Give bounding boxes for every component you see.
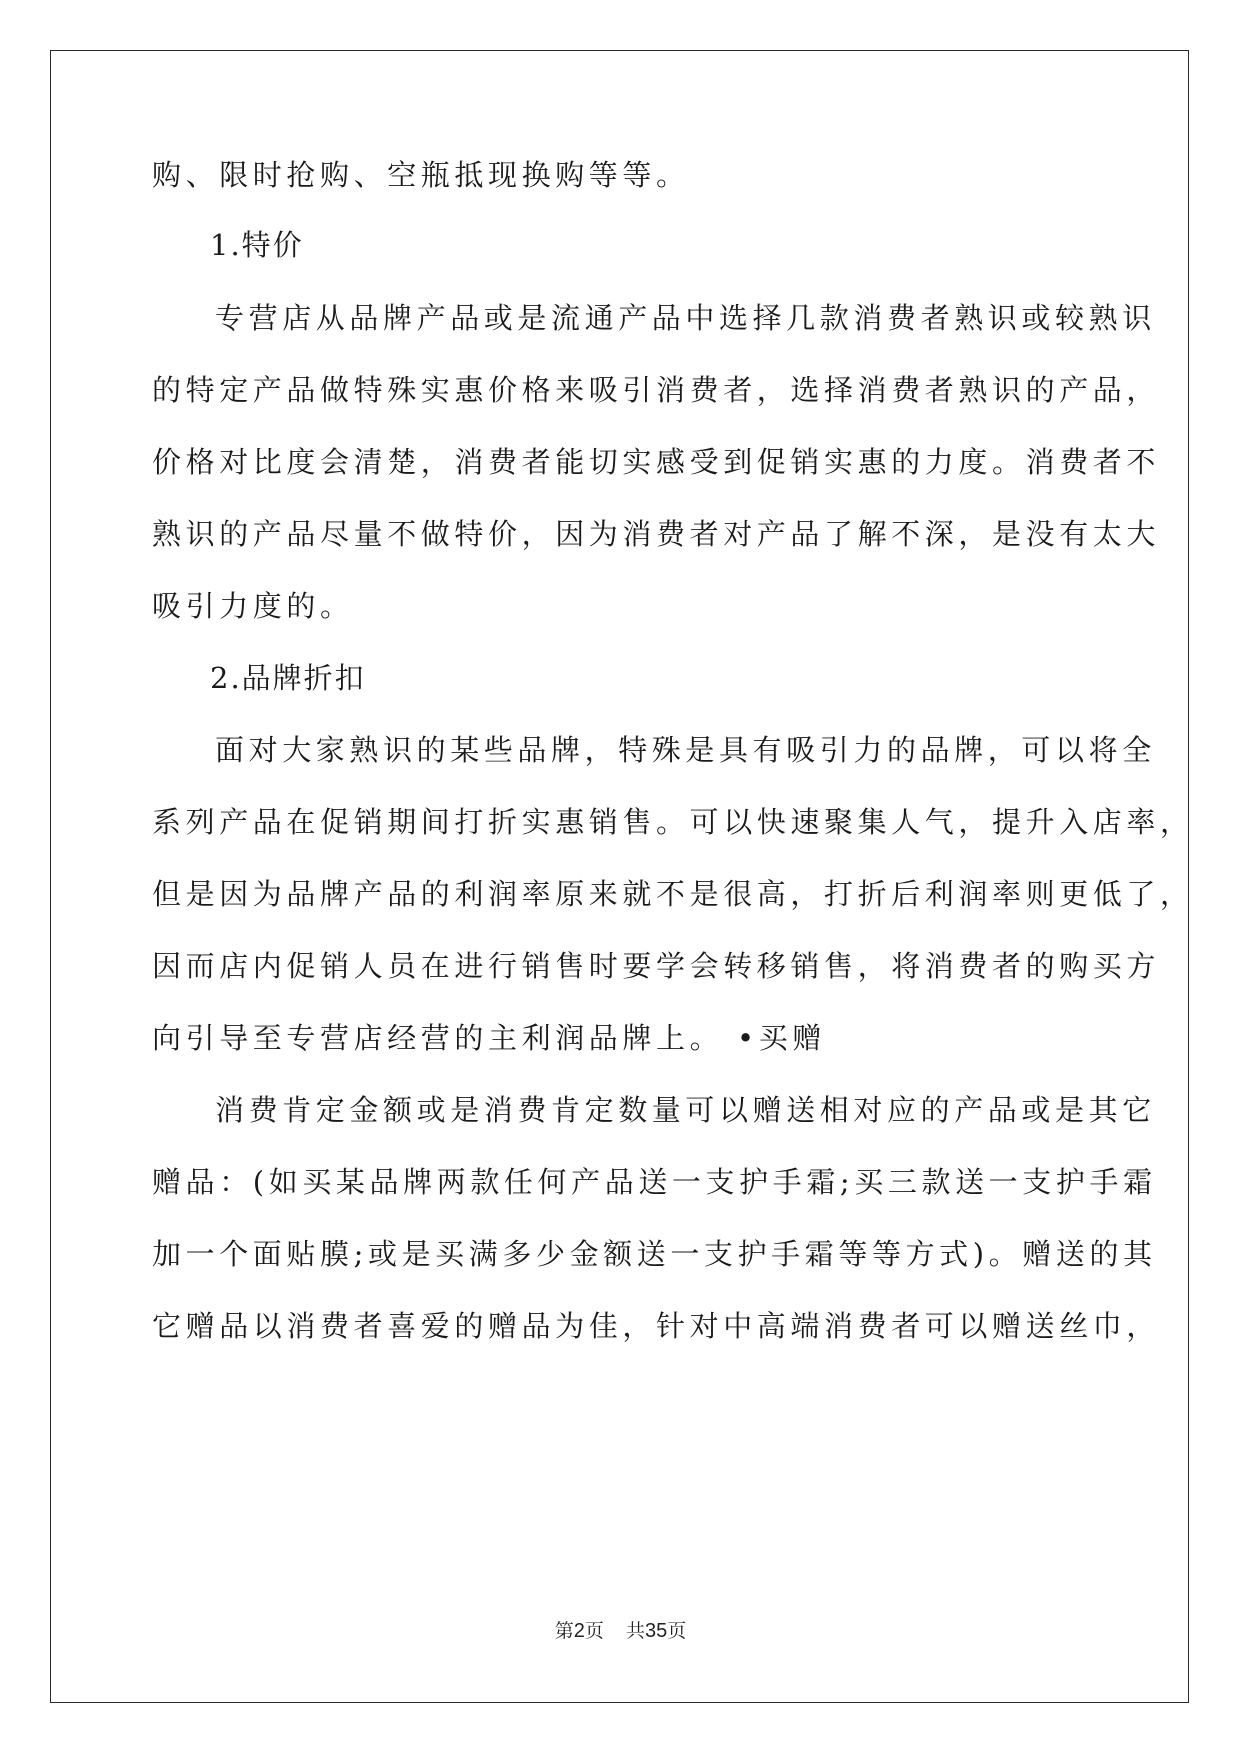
paragraph-line: 赠品：(如买某品牌两款任何产品送一支护手霜;买三款送一支护手霜 <box>152 1165 1157 1199</box>
paragraph-line: 但是因为品牌产品的利润率原来就不是很高，打折后利润率则更低了， <box>152 877 1194 911</box>
paragraph-line-with-bullet-heading: 向引导至专营店经营的主利润品牌上。 •买赠 <box>152 1021 826 1055</box>
current-page-number: 2 <box>573 1620 585 1642</box>
section-heading-brand-discount: 2.品牌折扣 <box>210 661 366 695</box>
paragraph-line: 熟识的产品尽量不做特价，因为消费者对产品了解不深，是没有太大 <box>152 517 1161 551</box>
page-number-suffix: 页 <box>584 1620 604 1642</box>
paragraph-line: 面对大家熟识的某些品牌，特殊是具有吸引力的品牌，可以将全 <box>215 733 1156 767</box>
paragraph-line: 价格对比度会清楚，消费者能切实感受到促销实惠的力度。消费者不 <box>152 445 1161 479</box>
paragraph-line: 的特定产品做特殊实惠价格来吸引消费者，选择消费者熟识的产品， <box>152 373 1161 407</box>
section-heading-special-price: 1.特价 <box>210 228 304 262</box>
paragraph-line: 消费肯定金额或是消费肯定数量可以赠送相对应的产品或是其它 <box>215 1093 1156 1127</box>
paragraph-line: 加一个面贴膜;或是买满多少金额送一支护手霜等等方式)。赠送的其 <box>152 1237 1157 1271</box>
total-pages-prefix: 共 <box>625 1620 645 1642</box>
total-pages-suffix: 页 <box>667 1620 687 1642</box>
total-page-count: 35 <box>644 1620 668 1642</box>
page-footer <box>0 1619 1241 1643</box>
page-number-prefix: 第 <box>554 1620 574 1642</box>
paragraph-line: 系列产品在促销期间打折实惠销售。可以快速聚集人气，提升入店率， <box>152 805 1194 839</box>
paragraph-line: 吸引力度的。 <box>152 589 354 623</box>
paragraph-line: 专营店从品牌产品或是流通产品中选择几款消费者熟识或较熟识 <box>215 301 1156 335</box>
paragraph-line: 它赠品以消费者喜爱的赠品为佳，针对中高端消费者可以赠送丝巾， <box>152 1309 1161 1343</box>
paragraph-line: 因而店内促销人员在进行销售时要学会转移销售，将消费者的购买方 <box>152 949 1161 983</box>
paragraph-line: 购、限时抢购、空瓶抵现换购等等。 <box>152 158 690 192</box>
